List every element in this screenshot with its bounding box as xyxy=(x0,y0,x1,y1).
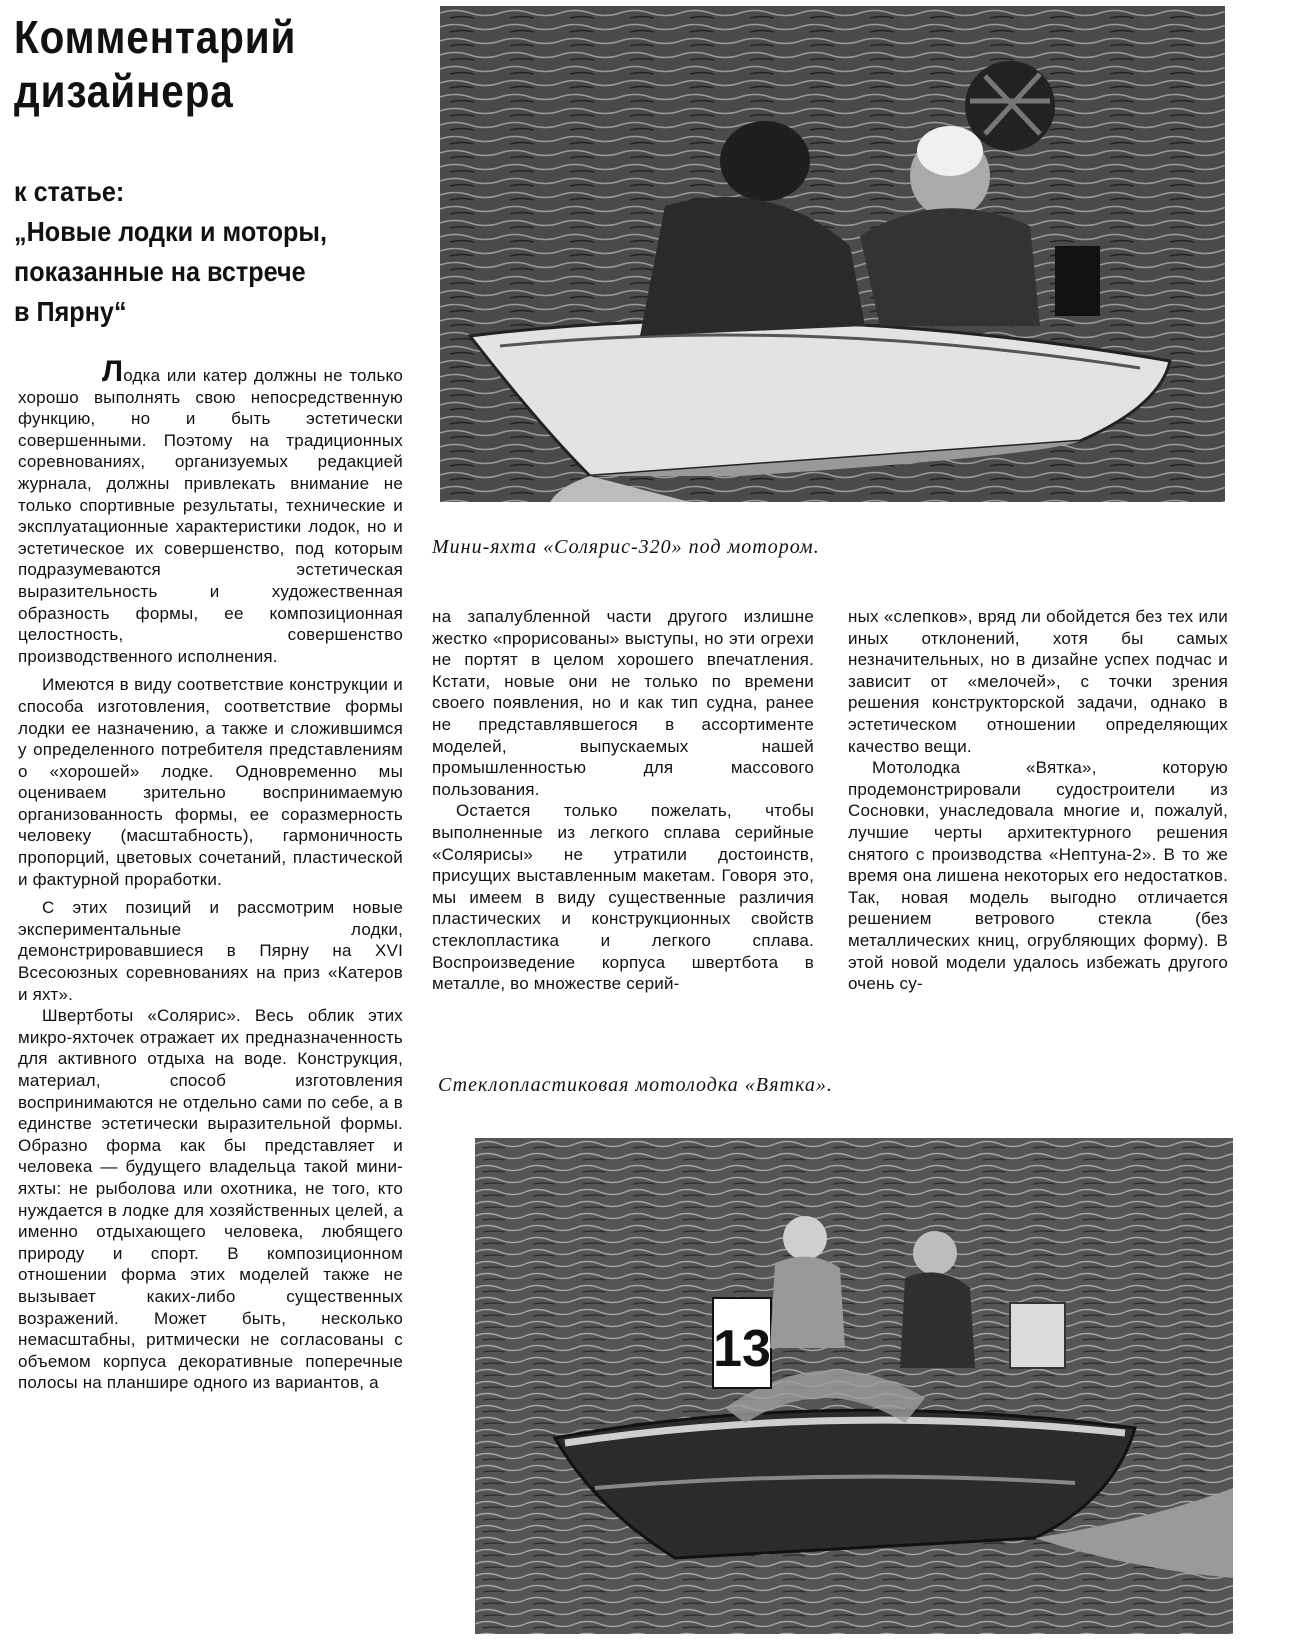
subtitle-line-3: показанные на встрече xyxy=(14,256,306,287)
text-column-1 xyxy=(18,355,403,1394)
title-line-1: Комментарий xyxy=(14,11,297,63)
caption-top-photo: Мини-яхта «Солярис-320» под мотором. xyxy=(432,536,820,558)
photo-vyatka xyxy=(475,1138,1233,1634)
subtitle-line-1: к статье: xyxy=(14,176,125,207)
text-column-3 xyxy=(848,606,1228,995)
title-line-2: дизайнера xyxy=(14,65,234,117)
subtitle-line-2: „Новые лодки и моторы, xyxy=(14,216,327,247)
text-column-2 xyxy=(432,606,814,995)
photo-vyatka-illustration xyxy=(475,1138,1233,1634)
photo-solaris-illustration xyxy=(440,6,1225,502)
photo-solaris xyxy=(440,6,1225,502)
paragraph: С этих позиций и рассмотрим новые экспериментальные лодки, демонстрировавшиеся в Пярну на XVI Всесоюзных соревнованиях на приз «Катеров и яхт». xyxy=(18,898,403,1004)
paragraph: Остается только пожелать, чтобы выполненные из легкого сплава серийные «Солярисы» не утратили достоинств, присущих выставленным макетам. Говоря это, мы имеем в виду существенные различия пластических и конструкционных свойств стеклопластика и легкого сплава. Воспроизведение корпуса швертбота в металле, во множестве серий- xyxy=(432,801,814,994)
subtitle-line-4: в Пярну“ xyxy=(14,296,127,327)
paragraph: Швертботы «Солярис». Весь облик этих микро-яхточек отражает их предназначенность для активного отдыха на воде. Конструкция, материал, способ изготовления воспринимаются не отдельно сами по себе, а в единстве эстетически выразительной формы. Образно форма как бы представляет и человека — будущего владельца такой мини-яхты: не рыболова или охотника, не того, кто нуждается в лодке для хозяйственных целей, а именно отдыхающего человека, любящего природу и спорт. В композиционном отношении форма этих моделей также не вызывает каких-либо существенных возражений. Может быть, несколько немасштабны, ритмически не согласованы с объемом корпуса декоративные поперечные полосы на планшире одного из вариантов, а xyxy=(18,1006,403,1393)
race-number: 13 xyxy=(713,1320,771,1378)
paragraph: ных «слепков», вряд ли обойдется без тех или иных отклонений, хотя бы самых незначительных, но в дизайне успех подчас и зависит от «мелочей», с точки зрения решения конструкторской задачи, однако в эстетическом отношении определяющих качество вещи. xyxy=(848,607,1228,756)
drop-cap: Л xyxy=(102,355,124,388)
paragraph: на запалубленной части другого излишне жестко «прорисованы» выступы, но эти огрехи не портят в целом хорошего впечатления. Кстати, новые они не только по времени своего появления, но и как тип судна, ранее не представлявшегося в ассортименте моделей, выпускаемых нашей промышленностью для массового пользования. xyxy=(432,607,814,799)
paragraph: Мотолодка «Вятка», которую продемонстрировали судостроители из Сосновки, унаследовала многие и, пожалуй, лучшие черты архитектурного решения снятого с производства «Нептуна-2». В то же время она лишена некоторых его недостатков. Так, новая модель выгодно отличается решением ветрового стекла (без металлических книц, огрубляющих форму). В этой новой модели удалось избежать другого очень су- xyxy=(848,758,1228,994)
article-title xyxy=(14,10,366,118)
caption-bottom-photo: Стеклопластиковая мотолодка «Вятка». xyxy=(438,1074,833,1096)
article-subtitle xyxy=(14,172,392,332)
paragraph-intro-text: одка или катер должны не только хорошо выполнять свою непосредственную функцию, но и быть эстетически совершенными. Поэтому на традиционных соревнованиях, организуемых редакцией журнала, должны привлекать внимание не только спортивные результаты, технические и эксплуатационные характеристики лодок, но и эстетическое их совершенство, под которым подразумеваются эстетическая выразительность и художественная образность формы, ее композиционная целостность, совершенство производственного исполнения. xyxy=(18,366,403,666)
paragraph-intro xyxy=(18,355,403,667)
paragraph: Имеются в виду соответствие конструкции и способа изготовления, соответствие формы лодки ее назначению, а также и сложившимся у определенного потребителя представлениям о «хорошей» лодке. Одновременно мы оцениваем зрительно воспринимаемую организованность формы, ее соразмерность человеку (масштабность), гармоничность пропорций, цветовых сочетаний, пластической и фактурной проработки. xyxy=(18,675,403,889)
